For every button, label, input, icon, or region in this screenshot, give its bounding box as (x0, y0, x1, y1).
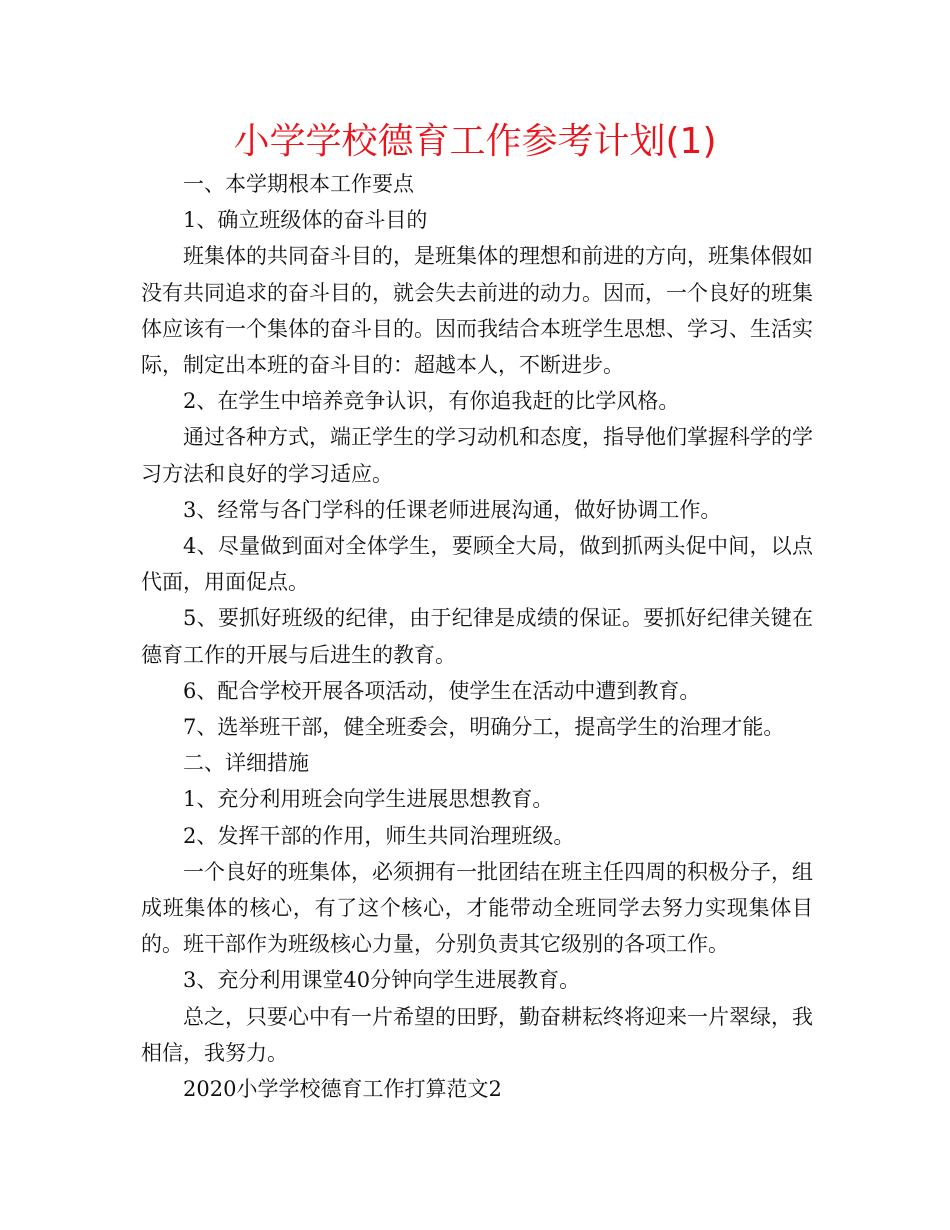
measure-heading-3: 3、充分利用课堂40分钟向学生进展教育。 (183, 968, 581, 993)
section-heading-2: 二、详细措施 (183, 751, 309, 776)
item-heading-5: 5、要抓好班级的纪律，由于纪律是成绩的保证。要抓好纪律关键在德育工作的开展与后进生的教育。 (141, 606, 813, 667)
item-heading-1: 1、确立班级体的奋斗目的 (183, 208, 428, 233)
item-heading-2: 2、在学生中培养竞争认识，有你追我赶的比学风格。 (183, 389, 680, 414)
section-heading-1: 一、本学期根本工作要点 (183, 172, 414, 196)
document-title: 小学学校德育工作参考计划(1) (233, 121, 717, 162)
measure-heading-1: 1、充分利用班会向学生进展思想教育。 (183, 787, 554, 812)
paragraph-conclusion: 总之，只要心中有一片希望的田野，勤奋耕耘终将迎来一片翠绿，我相信，我努力。 (141, 1004, 813, 1065)
paragraph-goal: 班集体的共同奋斗目的，是班集体的理想和前进的方向，班集体假如没有共同追求的奋斗目的，就会失去前进的动力。因而，一个良好的班集体应该有一个集体的奋斗目的。因而我结合本班学生思想、学习、生活实际，制定出本班的奋斗目的：超越本人，不断进步。 (141, 244, 813, 378)
document-body (141, 166, 813, 1107)
item-heading-6: 6、配合学校开展各项活动，使学生在活动中遭到教育。 (183, 678, 701, 703)
item-heading-3: 3、经常与各门学科的任课老师进展沟通，做好协调工作。 (183, 497, 722, 522)
measure-heading-2: 2、发挥干部的作用，师生共同治理班级。 (183, 823, 575, 848)
item-heading-7: 7、选举班干部，健全班委会，明确分工，提高学生的治理才能。 (183, 715, 785, 740)
next-document-heading: 2020小学学校德育工作打算范文2 (183, 1077, 502, 1102)
paragraph-class-core: 一个良好的班集体，必须拥有一批团结在班主任四周的积极分子，组成班集体的核心，有了这个核心，才能带动全班同学去努力实现集体目的。班干部作为班级核心力量，分别负责其它级别的各项工作。 (141, 859, 813, 957)
paragraph-study-methods: 通过各种方式，端正学生的学习动机和态度，指导他们掌握科学的学习方法和良好的学习适应。 (141, 425, 813, 486)
item-heading-4: 4、尽量做到面对全体学生，要顾全大局，做到抓两头促中间，以点代面，用面促点。 (141, 534, 813, 595)
